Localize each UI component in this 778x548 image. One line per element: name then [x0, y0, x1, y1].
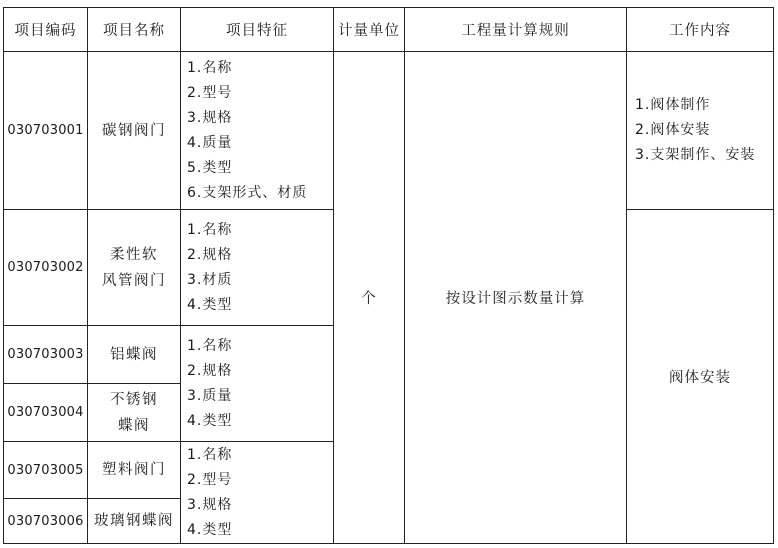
item-name: 玻璃钢蝶阀 [88, 499, 181, 544]
item-features [181, 52, 334, 210]
feature-line: 4.类型 [187, 412, 233, 429]
table-row [4, 52, 774, 210]
item-code: 030703004 [4, 384, 88, 442]
work-content-rest: 阀体安装 [627, 210, 774, 544]
item-code: 030703002 [4, 210, 88, 326]
item-code: 030703001 [4, 52, 88, 210]
feature-line: 2.型号 [187, 84, 233, 101]
header-features: 项目特征 [181, 8, 334, 52]
header-row [4, 8, 774, 52]
feature-line: 2.规格 [187, 246, 233, 263]
feature-line: 3.规格 [187, 496, 233, 513]
feature-line: 4.类型 [187, 521, 233, 538]
work-line: 3.支架制作、安装 [635, 147, 756, 163]
item-features [181, 326, 334, 442]
name-line: 风管阀门 [102, 272, 166, 289]
feature-line: 1.名称 [187, 337, 233, 354]
item-features [181, 210, 334, 326]
item-features [181, 442, 334, 544]
feature-line: 3.材质 [187, 271, 233, 288]
name-line: 不锈钢 [110, 391, 158, 408]
header-work: 工作内容 [627, 8, 774, 52]
rule-cell: 按设计图示数量计算 [405, 52, 627, 544]
feature-line: 2.规格 [187, 362, 233, 379]
feature-line: 4.类型 [187, 296, 233, 313]
header-unit: 计量单位 [334, 8, 405, 52]
item-name: 塑料阀门 [88, 442, 181, 499]
item-name [88, 210, 181, 326]
feature-line: 3.规格 [187, 109, 233, 126]
feature-line: 2.型号 [187, 471, 233, 488]
item-code: 030703005 [4, 442, 88, 499]
item-name [88, 384, 181, 442]
valve-quantity-table [3, 7, 774, 544]
unit-cell: 个 [334, 52, 405, 544]
feature-line: 5.类型 [187, 159, 233, 176]
feature-line: 1.名称 [187, 221, 233, 238]
work-content-cell [627, 52, 774, 210]
feature-line: 4.质量 [187, 134, 233, 151]
feature-line: 6.支架形式、材质 [187, 184, 308, 201]
item-name: 铝蝶阀 [88, 326, 181, 384]
header-name: 项目名称 [88, 8, 181, 52]
work-line: 1.阀体制作 [635, 97, 711, 113]
feature-line: 1.名称 [187, 59, 233, 76]
header-code: 项目编码 [4, 8, 88, 52]
item-code: 030703006 [4, 499, 88, 544]
work-line: 2.阀体安装 [635, 122, 711, 138]
name-line: 柔性软 [110, 246, 158, 263]
item-code: 030703003 [4, 326, 88, 384]
feature-line: 1.名称 [187, 446, 233, 463]
item-name: 碳钢阀门 [88, 52, 181, 210]
name-line: 蝶阀 [118, 417, 150, 434]
header-rule: 工程量计算规则 [405, 8, 627, 52]
feature-line: 3.质量 [187, 387, 233, 404]
